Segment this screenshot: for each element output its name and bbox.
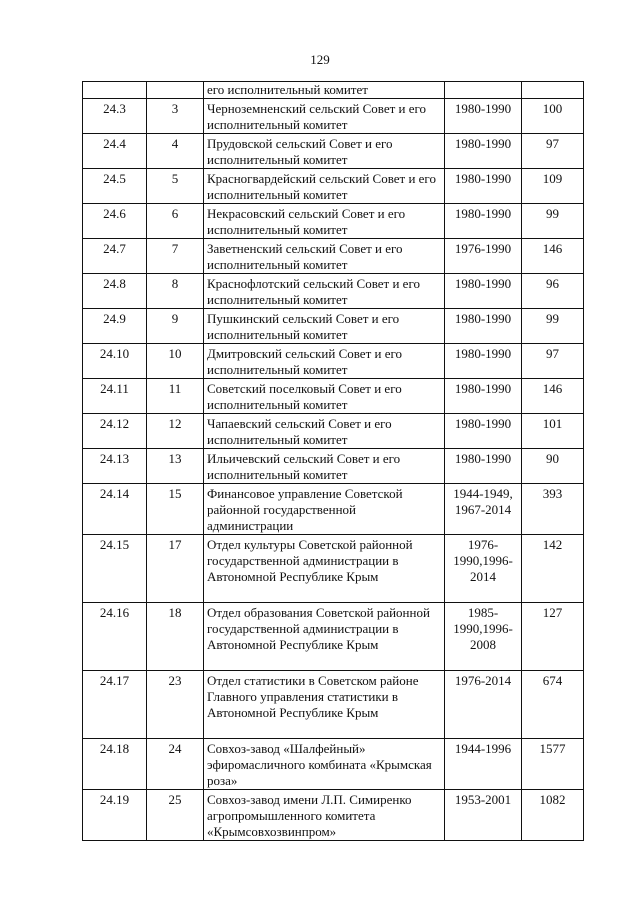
cell-num: 24.14	[83, 484, 147, 535]
cell-years: 1985-1990,1996-2008	[445, 603, 522, 671]
table-row	[83, 790, 584, 841]
cell-num: 24.3	[83, 99, 147, 134]
cell-count: 1082	[522, 790, 584, 841]
table-row	[83, 99, 584, 134]
cell-num	[83, 82, 147, 99]
cell-years: 1980-1990	[445, 414, 522, 449]
cell-num: 24.19	[83, 790, 147, 841]
cell-name: Красногвардейский сельский Совет и его исполнительный комитет	[204, 169, 445, 204]
cell-fund	[147, 82, 204, 99]
cell-count: 127	[522, 603, 584, 671]
cell-fund: 13	[147, 449, 204, 484]
cell-count: 142	[522, 535, 584, 603]
cell-name: Черноземненский сельский Совет и его исполнительный комитет	[204, 99, 445, 134]
cell-name: Дмитровский сельский Совет и его исполнительный комитет	[204, 344, 445, 379]
cell-years: 1980-1990	[445, 449, 522, 484]
cell-years: 1976-1990,1996-2014	[445, 535, 522, 603]
cell-name: Краснофлотский сельский Совет и его исполнительный комитет	[204, 274, 445, 309]
cell-num: 24.17	[83, 671, 147, 739]
cell-fund: 10	[147, 344, 204, 379]
cell-years: 1980-1990	[445, 309, 522, 344]
cell-name: Отдел статистики в Советском районе Главного управления статистики в Автономной Республике Крым	[204, 671, 445, 739]
cell-fund: 23	[147, 671, 204, 739]
cell-name: Пушкинский сельский Совет и его исполнительный комитет	[204, 309, 445, 344]
cell-name: Прудовской сельский Совет и его исполнительный комитет	[204, 134, 445, 169]
cell-fund: 4	[147, 134, 204, 169]
table-row	[83, 169, 584, 204]
cell-years: 1976-1990	[445, 239, 522, 274]
cell-count: 99	[522, 309, 584, 344]
cell-num: 24.4	[83, 134, 147, 169]
cell-name: его исполнительный комитет	[204, 82, 445, 99]
cell-num: 24.13	[83, 449, 147, 484]
cell-num: 24.16	[83, 603, 147, 671]
cell-count: 100	[522, 99, 584, 134]
cell-fund: 6	[147, 204, 204, 239]
cell-count	[522, 82, 584, 99]
table-row	[83, 739, 584, 790]
cell-count: 97	[522, 344, 584, 379]
cell-num: 24.9	[83, 309, 147, 344]
table-row	[83, 274, 584, 309]
cell-name: Ильичевский сельский Совет и его исполнительный комитет	[204, 449, 445, 484]
cell-fund: 17	[147, 535, 204, 603]
cell-years	[445, 82, 522, 99]
cell-name: Чапаевский сельский Совет и его исполнительный комитет	[204, 414, 445, 449]
table-row	[83, 414, 584, 449]
cell-years: 1976-2014	[445, 671, 522, 739]
cell-count: 97	[522, 134, 584, 169]
cell-fund: 12	[147, 414, 204, 449]
cell-count: 99	[522, 204, 584, 239]
table-body	[83, 82, 584, 841]
cell-fund: 11	[147, 379, 204, 414]
cell-years: 1953-2001	[445, 790, 522, 841]
cell-count: 96	[522, 274, 584, 309]
cell-name: Некрасовский сельский Совет и его исполнительный комитет	[204, 204, 445, 239]
table-row	[83, 239, 584, 274]
cell-fund: 8	[147, 274, 204, 309]
cell-years: 1980-1990	[445, 169, 522, 204]
table-row	[83, 134, 584, 169]
cell-years: 1980-1990	[445, 344, 522, 379]
archive-fund-table	[82, 81, 584, 841]
table-row	[83, 204, 584, 239]
cell-count: 1577	[522, 739, 584, 790]
cell-fund: 7	[147, 239, 204, 274]
cell-num: 24.10	[83, 344, 147, 379]
cell-fund: 25	[147, 790, 204, 841]
cell-years: 1980-1990	[445, 134, 522, 169]
cell-name: Отдел культуры Советской районной государственной администрации в Автономной Республике Крым	[204, 535, 445, 603]
table-row	[83, 344, 584, 379]
cell-fund: 15	[147, 484, 204, 535]
cell-fund: 18	[147, 603, 204, 671]
cell-name: Совхоз-завод «Шалфейный» эфиромасличного комбината «Крымская роза»	[204, 739, 445, 790]
cell-years: 1980-1990	[445, 274, 522, 309]
continuation-row	[83, 82, 584, 99]
cell-count: 146	[522, 239, 584, 274]
cell-count: 109	[522, 169, 584, 204]
table-row	[83, 309, 584, 344]
cell-years: 1944-1996	[445, 739, 522, 790]
table-row	[83, 449, 584, 484]
cell-years: 1944-1949, 1967-2014	[445, 484, 522, 535]
cell-fund: 9	[147, 309, 204, 344]
cell-name: Советский поселковый Совет и его исполнительный комитет	[204, 379, 445, 414]
cell-name: Заветненский сельский Совет и его исполнительный комитет	[204, 239, 445, 274]
cell-fund: 24	[147, 739, 204, 790]
cell-num: 24.5	[83, 169, 147, 204]
table-row	[83, 535, 584, 603]
cell-num: 24.15	[83, 535, 147, 603]
cell-name: Финансовое управление Советской районной государственной администрации	[204, 484, 445, 535]
cell-years: 1980-1990	[445, 379, 522, 414]
cell-num: 24.8	[83, 274, 147, 309]
cell-count: 146	[522, 379, 584, 414]
table-row	[83, 484, 584, 535]
table-row	[83, 671, 584, 739]
cell-count: 674	[522, 671, 584, 739]
table-row	[83, 603, 584, 671]
cell-years: 1980-1990	[445, 204, 522, 239]
cell-name: Отдел образования Советской районной государственной администрации в Автономной Республике Крым	[204, 603, 445, 671]
cell-count: 90	[522, 449, 584, 484]
page-number: 129	[310, 52, 330, 67]
cell-years: 1980-1990	[445, 99, 522, 134]
cell-fund: 3	[147, 99, 204, 134]
cell-num: 24.12	[83, 414, 147, 449]
cell-num: 24.7	[83, 239, 147, 274]
cell-num: 24.18	[83, 739, 147, 790]
cell-name: Совхоз-завод имени Л.П. Симиренко агропромышленного комитета «Крымсовхозвинпром»	[204, 790, 445, 841]
table-row	[83, 379, 584, 414]
cell-num: 24.6	[83, 204, 147, 239]
cell-count: 393	[522, 484, 584, 535]
cell-fund: 5	[147, 169, 204, 204]
cell-count: 101	[522, 414, 584, 449]
cell-num: 24.11	[83, 379, 147, 414]
